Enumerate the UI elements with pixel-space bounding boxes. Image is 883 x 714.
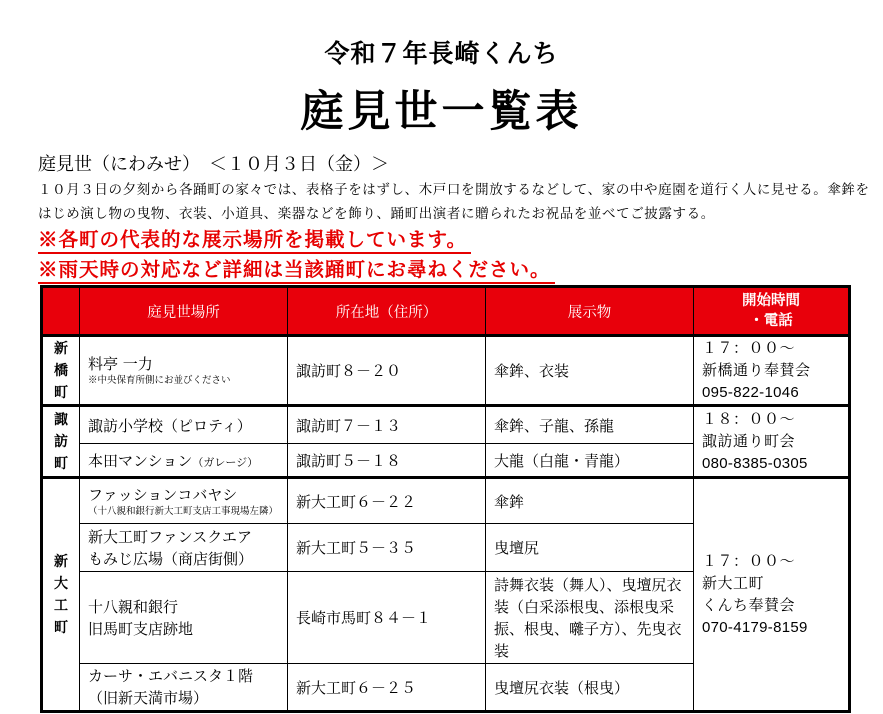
address-cell: 新大工町６－２５: [288, 664, 486, 712]
place-cell: 諏訪小学校（ピロティ）: [80, 406, 288, 444]
exhibit-cell: 傘鉾、衣装: [486, 336, 694, 406]
town-suwa: 諏 訪 町: [42, 406, 80, 478]
note-rain: ※雨天時の対応など詳細は当該踊町にお尋ねください。: [38, 258, 555, 284]
table-row: [42, 406, 850, 444]
place-cell: カーサ・エバニスタ１階 （旧新天満市場）: [80, 664, 288, 712]
header-town: [42, 287, 80, 336]
place-name: ファッションコバヤシ: [88, 485, 238, 504]
description: １０月３日の夕刻から各踊町の家々では、表格子をはずし、木戸口を開放するなどして、家の中や庭園を道行く人に見せる。傘鉾をはじめ演し物の曳物、衣装、小道具、楽器などを飾り、踊町出演者に贈られたお祝品を並べてご披露する。: [38, 182, 870, 222]
place-cell: 新大工町ファンスクエア もみじ広場（商店街側）: [80, 524, 288, 572]
section-heading: 庭見世（にわみせ） ＜１０月３日（金）＞: [38, 154, 389, 175]
niwamise-table: [40, 285, 851, 713]
table-row: [42, 336, 850, 406]
town-shinbashi: 新 橋 町: [42, 336, 80, 406]
header-phone-label: ・電話: [749, 312, 793, 329]
place-cell: [80, 478, 288, 524]
address-cell: 長崎市馬町８４－１: [288, 572, 486, 664]
organizer-line2: くんち奉賛会: [702, 596, 796, 614]
place-cell: [80, 336, 288, 406]
exhibit-cell: 大龍（白龍・青龍）: [486, 444, 694, 478]
place-suffix: （ガレージ）: [192, 455, 259, 469]
phone-number: 095-822-1046: [702, 384, 800, 401]
header-time-phone: [694, 287, 850, 336]
header-place: 庭見世場所: [80, 287, 288, 336]
address-cell: 新大工町６－２２: [288, 478, 486, 524]
exhibit-cell: 傘鉾: [486, 478, 694, 524]
place-note: （十八親和銀行新大工町支店工事現場左隣）: [88, 505, 279, 517]
place-cell: [80, 444, 288, 478]
town-shindaiku: 新 大 工 町: [42, 478, 80, 712]
address-cell: 諏訪町５－１８: [288, 444, 486, 478]
organizer: 諏訪通り町会: [702, 432, 796, 450]
address-cell: 諏訪町８－２０: [288, 336, 486, 406]
exhibit-cell: 曳壇尻: [486, 524, 694, 572]
organizer: 新大工町: [702, 574, 765, 592]
start-time: １７：００～: [702, 339, 796, 357]
place-cell: 十八親和銀行 旧馬町支店跡地: [80, 572, 288, 664]
contact-cell: [694, 406, 850, 478]
exhibit-cell: 曳壇尻衣装（根曳）: [486, 664, 694, 712]
address-cell: 諏訪町７－１３: [288, 406, 486, 444]
contact-cell: [694, 478, 850, 712]
start-time: １７：００～: [702, 552, 796, 570]
page-title: 庭見世一覧表: [300, 87, 583, 137]
header-time-label: 開始時間: [742, 292, 800, 309]
table-row: [42, 478, 850, 524]
contact-cell: [694, 336, 850, 406]
address-cell: 新大工町５－３５: [288, 524, 486, 572]
note-representative: ※各町の代表的な展示場所を掲載しています。: [38, 228, 471, 254]
exhibit-cell: 傘鉾、子龍、孫龍: [486, 406, 694, 444]
header-exhibit: 展示物: [486, 287, 694, 336]
subtitle: 令和７年長崎くんち: [324, 39, 559, 68]
exhibit-cell: 詩舞衣装（舞人）、曳壇尻衣装（白采添根曳、添根曳采振、根曳、囃子方）、先曳衣装: [486, 572, 694, 664]
table-header-row: [42, 287, 850, 336]
place-note: ※中央保育所側にお並びください: [88, 375, 231, 386]
phone-number: 070-4179-8159: [702, 619, 808, 636]
place-name: 料亭 一力: [88, 355, 153, 373]
organizer: 新橋通り奉賛会: [702, 361, 811, 379]
place-name: 本田マンション: [88, 451, 193, 470]
header-address: 所在地（住所）: [288, 287, 486, 336]
phone-number: 080-8385-0305: [702, 455, 808, 472]
start-time: １８：００～: [702, 410, 796, 428]
